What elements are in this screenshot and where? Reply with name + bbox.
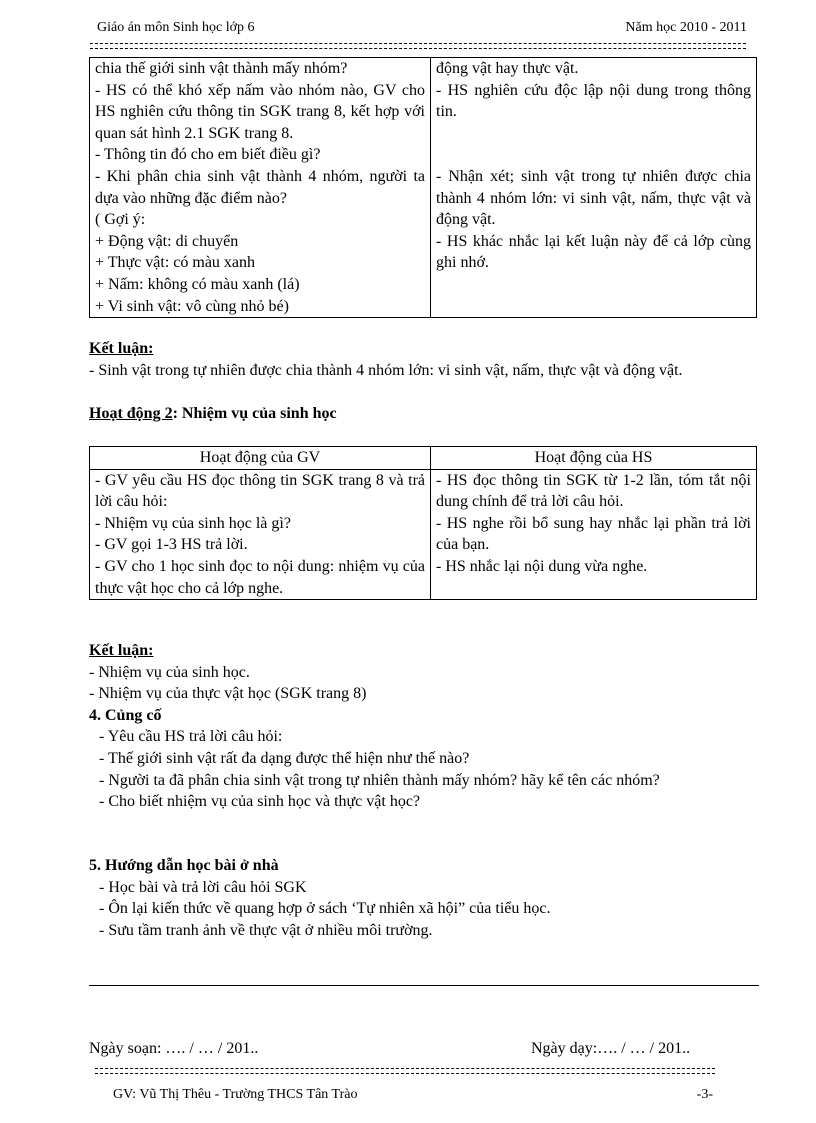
footer-divider [95,1068,715,1074]
activity2-label: Hoạt động 2 [89,405,173,422]
hs-header: Hoạt động của HS [431,447,757,470]
conclusion-text: - Sinh vật trong tự nhiên được chia thành 4 nhóm lớn: vi sinh vật, nấm, thực vật và động vật. [89,361,683,379]
header-school-year: Năm học 2010 - 2011 [625,20,747,35]
activity1-table [89,57,757,318]
gv-line: - GV yêu cầu HS đọc thông tin SGK trang 8 và trả lời câu hỏi: [95,471,425,511]
header-subject: Giáo án môn Sinh học lớp 6 [97,20,255,35]
activity2-heading [89,403,757,425]
gv-column [90,469,431,600]
conclusion-heading: Kết luận: [89,642,154,659]
gv-line: - GV cho 1 học sinh đọc to nội dung: nhiệm vụ của thực vật học cho cả lớp nghe. [95,557,425,597]
hs-line: - HS nhắc lại nội dung vừa nghe. [436,557,648,575]
gv-line: - GV gọi 1-3 HS trả lời. [95,536,248,554]
gv-line: + Động vật: di chuyển [95,232,239,250]
section4-item: - Yêu cầu HS trả lời câu hỏi: [99,728,283,746]
conclusion-item: - Nhiệm vụ của thực vật học (SGK trang 8) [89,685,367,703]
hs-line: - HS đọc thông tin SGK từ 1-2 lần, tóm tắt nội dung chính để trả lời câu hỏi. [436,471,751,511]
hs-line: - HS nghe rồi bổ sung hay nhắc lại phần trả lời của bạn. [436,514,751,554]
gv-line: chia thế giới sinh vật thành mấy nhóm? [95,60,348,77]
activity2-title: : Nhiệm vụ của sinh học [172,405,337,422]
hs-line: động vật hay thực vật. [436,60,579,77]
gv-header: Hoạt động của GV [90,447,431,470]
section-5 [89,855,757,941]
page-number: -3- [696,1087,713,1102]
hs-line: - Nhận xét; sinh vật trong tự nhiên được chia thành 4 nhóm lớn: vi sinh vật, nấm, thực vật và động vật. [436,167,751,229]
header-divider [90,43,746,49]
conclusion-heading: Kết luận: [89,340,154,357]
section5-item: - Ôn lại kiến thức về quang hợp ở sách ‘Tự nhiên xã hội” của tiểu học. [99,900,551,918]
section5-title: 5. Hướng dẫn học bài ở nhà [89,857,279,874]
page-footer [113,1087,713,1103]
section4-title: 4. Củng cố [89,706,162,724]
spacer [436,123,751,145]
prep-date: Ngày soạn: …. / … / 201.. [89,1040,259,1057]
hs-column [431,58,757,318]
gv-line: ( Gợi ý: [95,211,146,229]
footer-teacher: GV: Vũ Thị Thêu - Trường THCS Tân Trào [113,1087,358,1102]
section4-item: - Người ta đã phân chia sinh vật trong tự nhiên thành mấy nhóm? hãy kể tên các nhóm? [99,771,660,789]
gv-line: - HS có thể khó xếp nấm vào nhóm nào, GV cho HS nghiên cứu thông tin SGK trang 8, kết hợp với quan sát hình 2.1 SGK trang 8. [95,81,425,142]
gv-column [90,58,431,318]
teach-date: Ngày dạy:…. / … / 201.. [531,1040,691,1057]
conclusion-1 [89,338,757,381]
section4-item: - Thế giới sinh vật rất đa dạng được thể hiện như thế nào? [99,749,470,767]
gv-line: - Thông tin đó cho em biết điều gì? [95,146,321,164]
page-header [97,20,747,40]
section5-item: - Sưu tầm tranh ảnh về thực vật ở nhiều môi trường. [99,921,433,939]
gv-line: + Vi sinh vật: vô cùng nhỏ bé) [95,297,289,315]
hs-column [431,469,757,600]
section4-item: - Cho biết nhiệm vụ của sinh học và thực vật học? [99,793,421,811]
hs-line: - HS nghiên cứu độc lập nội dung trong thông tin. [436,81,751,121]
hs-line: - HS khác nhắc lại kết luận này để cả lớp cùng ghi nhớ. [436,232,751,272]
gv-line: + Nấm: không có màu xanh (lá) [95,275,300,293]
separator-line [89,985,759,986]
section5-item: - Học bài và trả lời câu hỏi SGK [99,878,307,896]
gv-line: - Nhiệm vụ của sinh học là gì? [95,514,291,532]
conclusion-2 [89,640,757,813]
conclusion-item: - Nhiệm vụ của sinh học. [89,663,250,681]
activity2-table [89,446,757,600]
gv-line: - Khi phân chia sinh vật thành 4 nhóm, người ta dựa vào những đặc điểm nào? [95,167,425,207]
gv-line: + Thực vật: có màu xanh [95,254,256,272]
spacer [436,144,751,166]
